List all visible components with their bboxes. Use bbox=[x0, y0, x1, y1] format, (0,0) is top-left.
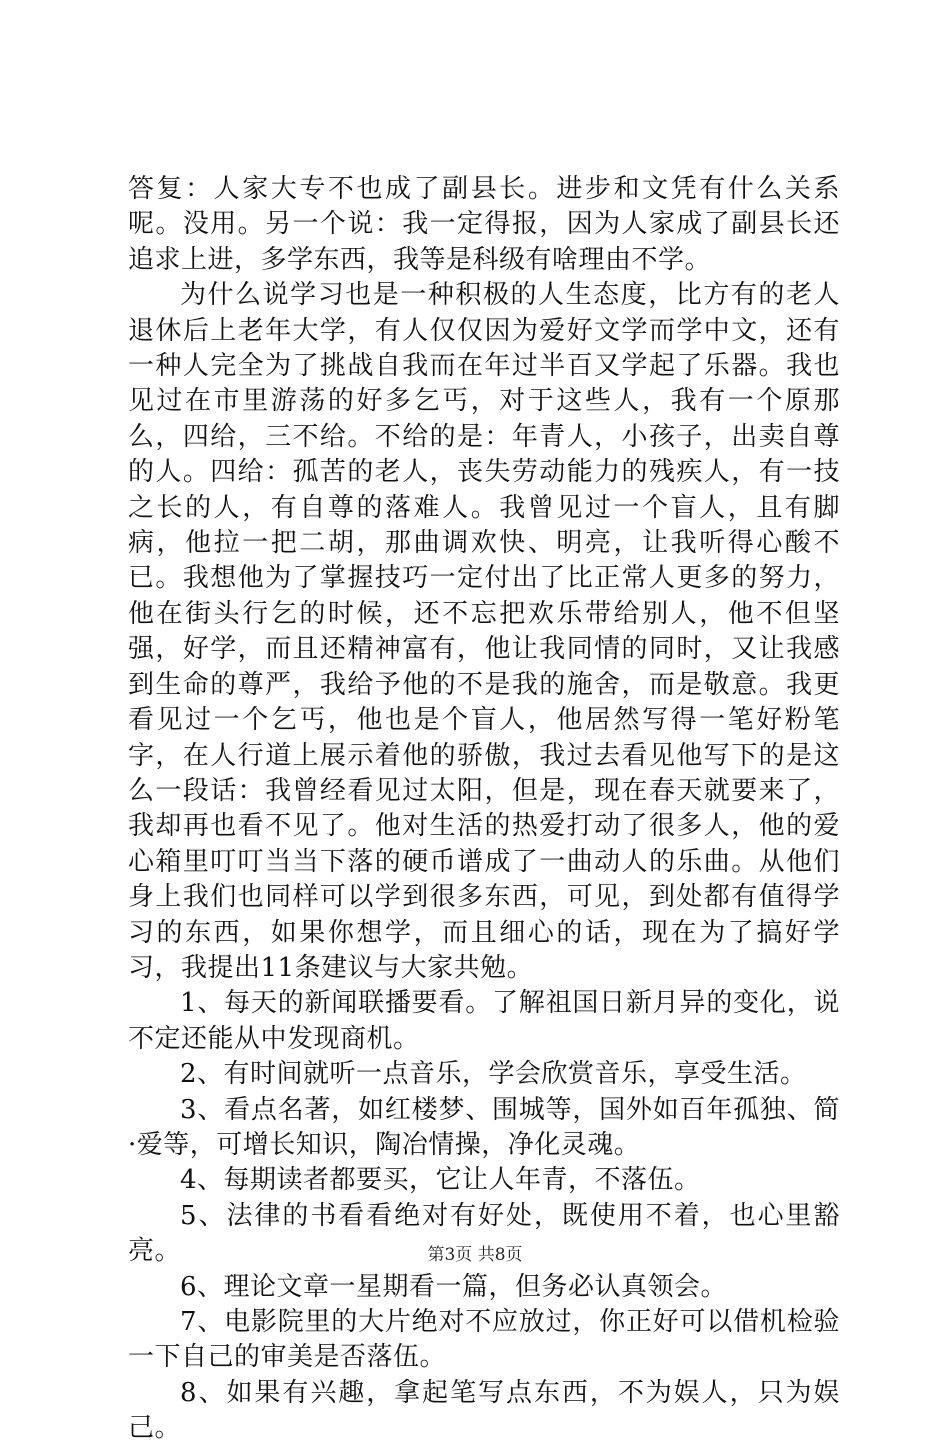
page-number-footer: 第3页 共8页 bbox=[427, 1245, 523, 1265]
paragraph-answer: 答复：人家大专不也成了副县长。进步和文凭有什么关系呢。没用。另一个说：我一定得报，因为人家成了副县长还追求上进，多学东西，我等是科级有啥理由不学。 bbox=[128, 174, 840, 275]
suggestion-item-7: 7、电影院里的大片绝对不应放过，你正好可以借机检验一下自己的审美是否落伍。 bbox=[128, 1307, 840, 1373]
suggestion-item-8: 8、如果有兴趣，拿起笔写点东西，不为娱人，只为娱己。 bbox=[128, 1377, 840, 1444]
suggestion-item-6: 6、理论文章一星期看一篇，但务必认真领会。 bbox=[180, 1271, 728, 1302]
suggestion-item-2: 2、有时间就听一点音乐，学会欣赏音乐，享受生活。 bbox=[180, 1059, 807, 1090]
suggestion-item-5: 5、法律的书看看绝对有好处，既使用不着，也心里豁亮。 bbox=[128, 1200, 840, 1267]
suggestion-item-3: 3、看点名著，如红楼梦、围城等，国外如百年孤独、简·爱等，可增长知识，陶冶情操，净化灵魂。 bbox=[128, 1094, 840, 1160]
suggestion-item-1: 1、每天的新闻联播要看。了解祖国日新月异的变化，说不定还能从中发现商机。 bbox=[128, 988, 840, 1054]
suggestion-item-4: 4、每期读者都要买，它让人年青，不落伍。 bbox=[180, 1165, 701, 1196]
paragraph-learning-attitude: 为什么说学习也是一种积极的人生态度，比方有的老人退休后上老年大学，有人仅仅因为爱好文学而学中文，还有一种人完全为了挑战自我而在年过半百又学起了乐器。我也见过在市里游荡的好多乞丐，对于这些人，我有一个原那么，四给，三不给。不给的是：年青人，小孩子，出卖自尊的人。四给：孤苦的老人，丧失劳动能力的残疾人，有一技之长的人，有自尊的落难人。我曾见过一个盲人，且有脚病，他拉一把二胡，那曲调欢快、明亮，让我听得心酸不已。我想他为了掌握技巧一定付出了比正常人更多的努力，他在街头行乞的时候，还不忘把欢乐带给别人，他不但坚强，好学，而且还精神富有，他让我同情的同时，又让我感到生命的尊严，我给予他的不是我的施舍，而是敬意。我更看见过一个乞丐，他也是个盲人，他居然写得一笔好粉笔字，在人行道上展示着他的骄傲，我过去看见他写下的是这么一段话：我曾经看见过太阳，但是，现在春天就要来了，我却再也看不见了。他对生活的热爱打动了很多人，他的爱心箱里叮叮当当下落的硬币谱成了一曲动人的乐曲。从他们身上我们也同样可以学到很多东西，可见，到处都有值得学习的东西，如果你想学，而且细心的话，现在为了搞好学习，我提出11条建议与大家共勉。 bbox=[128, 280, 840, 983]
